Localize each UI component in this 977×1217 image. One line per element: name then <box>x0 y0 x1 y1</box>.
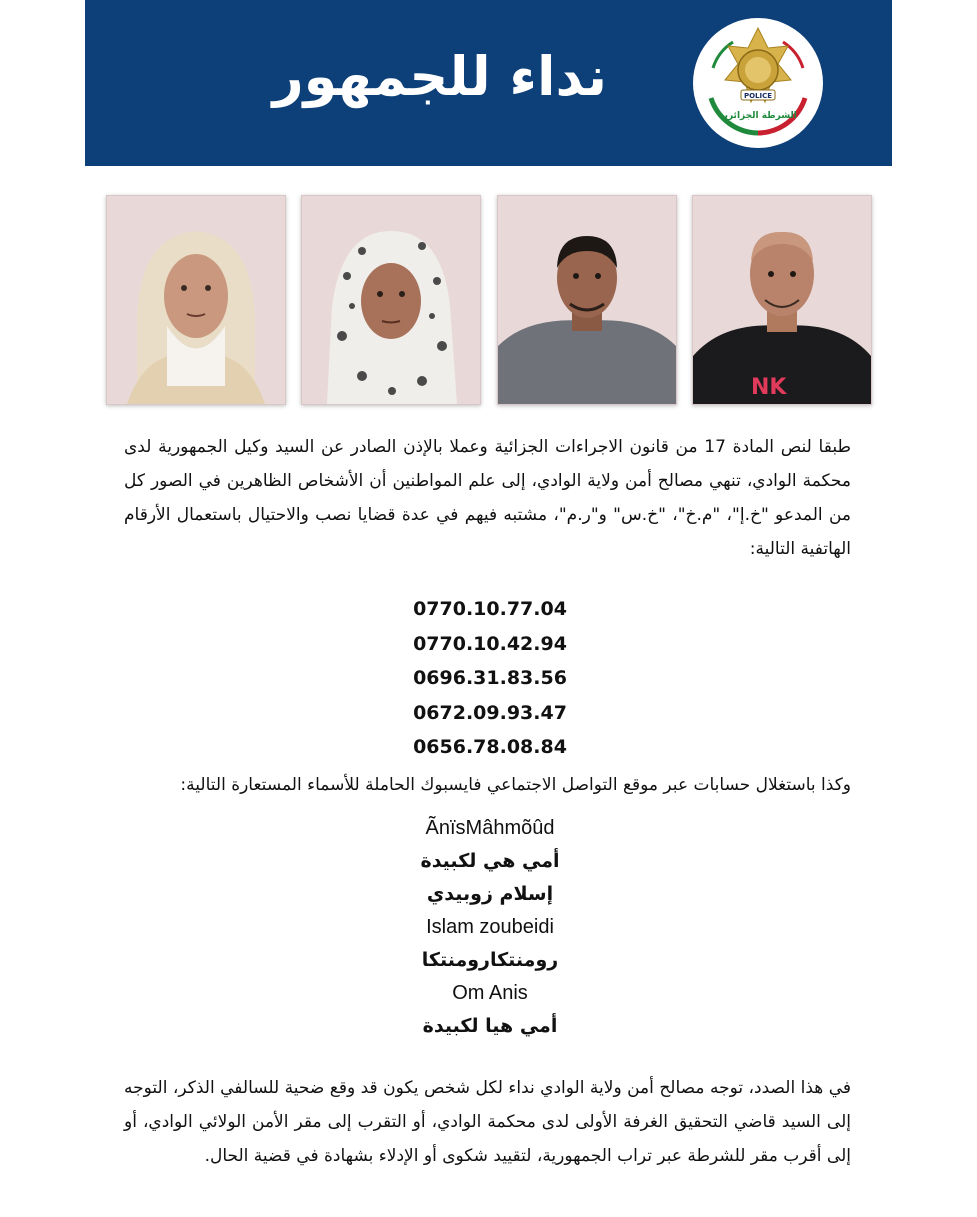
suspect-photo-1 <box>106 195 286 405</box>
alias-item: ÃnïsMâhmõûd <box>425 817 555 839</box>
suspect-photos <box>106 195 868 405</box>
alias-list <box>340 812 640 1043</box>
alias-item: Om Anis <box>452 982 528 1004</box>
page-title: نداء للجمهور <box>272 45 607 108</box>
alias-item: رومنتكارومنتكا <box>421 949 559 971</box>
svg-text:NK: NK <box>751 375 787 400</box>
logo-arabic-text: الشرطة الجزائرية <box>719 111 797 121</box>
suspect-photo-4 <box>692 195 872 405</box>
phone-number: 0770.10.42.94 <box>413 632 567 655</box>
phone-number: 0770.10.77.04 <box>413 598 567 620</box>
accounts-paragraph: وكذا باستغلال حسابات عبر موقع التواصل الاجتماعي فايسبوك الحاملة للأسماء المستعارة التالية: <box>180 775 851 795</box>
appeal-paragraph: في هذا الصدد، توجه مصالح أمن ولاية الوادي نداء لكل شخص يكون قد وقع ضحية للسالفي الذكر، التوجه إلى السيد قاضي التحقيق الغرفة الأولى لدى محكمة الوادي، أو التقرب إلى مقر الأمن الولائي الوادي، أو إلى أقرب مقر للشرطة عبر تراب الجمهورية، لتقييد شكوى أو الإدلاء بشهادة في قضية الحال. <box>124 1078 851 1166</box>
suspect-photo-3 <box>497 195 677 405</box>
phone-number: 0656.78.08.84 <box>413 736 567 758</box>
phone-number: 0672.09.93.47 <box>413 701 567 724</box>
suspect-photo-2 <box>301 195 481 405</box>
phone-number-list <box>380 592 600 765</box>
alias-item: أمي هي لكبيدة <box>420 850 560 872</box>
alias-item: Islam zoubeidi <box>426 916 554 938</box>
logo-police-text: POLICE <box>743 92 773 100</box>
police-logo <box>693 18 823 148</box>
intro-paragraph: طبقا لنص المادة 17 من قانون الاجراءات الجزائية وعملا بالإذن الصادر عن السيد وكيل الجمهورية لدى محكمة الوادي، تنهي مصالح أمن ولاية الوادي، إلى علم المواطنين أن الأشخاص الظاهرين في الصور كل من المدعو "خ.إ"، "م.خ"، "خ.س" و"ر.م"، مشتبه فيهم في عدة قضايا نصب والاحتيال باستعمال الأرقام الهاتفية التالية: <box>124 437 851 559</box>
phone-number: 0696.31.83.56 <box>413 667 567 689</box>
header-banner <box>85 0 892 166</box>
alias-item: أمي هيا لكبيدة <box>422 1015 558 1037</box>
alias-item: إسلام زوبيدي <box>426 883 554 905</box>
